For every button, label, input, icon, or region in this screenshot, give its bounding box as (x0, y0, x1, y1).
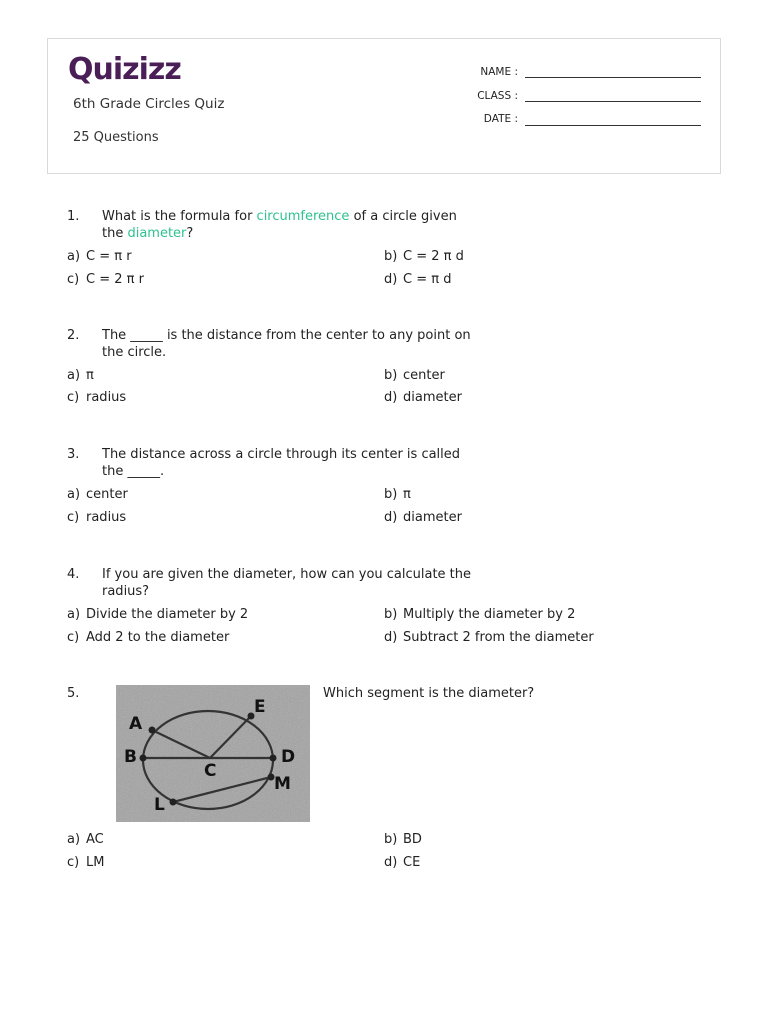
point-b (140, 755, 147, 762)
option-b: b) center (384, 368, 445, 383)
date-label: DATE : (483, 113, 518, 125)
date-line (525, 125, 701, 126)
name-label: NAME : (480, 66, 518, 78)
option-d: d) diameter (384, 390, 462, 405)
question-text: What is the formula for circumference of a circle given the diameter? (102, 209, 457, 241)
option-a: a) Divide the diameter by 2 (67, 607, 249, 622)
option-c: c) LM (67, 855, 105, 870)
option-d: d) CE (384, 855, 421, 870)
option-c: c) radius (67, 390, 127, 405)
question-1 (67, 208, 707, 298)
option-b: b) Multiply the diameter by 2 (384, 607, 576, 622)
point-l (170, 799, 177, 806)
label-b: B (124, 747, 137, 767)
quiz-title: 6th Grade Circles Quiz (73, 96, 225, 112)
question-text: The distance across a circle through its center is called the _____. (102, 447, 461, 479)
label-c: C (204, 761, 217, 781)
highlight-term: diameter (127, 226, 187, 241)
option-d: d) C = π d (384, 272, 452, 287)
label-m: M (274, 774, 291, 794)
option-c: c) Add 2 to the diameter (67, 630, 230, 645)
circle-diagram (116, 685, 310, 822)
circle-diagram-image (116, 685, 310, 822)
question-4 (67, 566, 707, 656)
question-number: 4. (67, 567, 80, 582)
option-b: b) C = 2 π d (384, 249, 464, 264)
question-text: If you are given the diameter, how can you calculate the radius? (102, 567, 472, 599)
class-line (525, 101, 701, 102)
option-a: a) center (67, 487, 128, 502)
label-d: D (281, 747, 296, 767)
point-a (149, 727, 156, 734)
highlight-term: circumference (256, 209, 350, 224)
option-c: c) C = 2 π r (67, 272, 144, 287)
point-d (270, 755, 277, 762)
option-b: b) π (384, 487, 411, 502)
class-label: CLASS : (477, 90, 518, 102)
label-a: A (129, 714, 143, 734)
option-d: d) diameter (384, 510, 462, 525)
option-a: a) C = π r (67, 249, 132, 264)
option-b: b) BD (384, 832, 422, 847)
name-line (525, 77, 701, 78)
option-c: c) radius (67, 510, 127, 525)
question-3 (67, 446, 707, 536)
quizizz-logo: Quizizz (68, 52, 181, 87)
question-number: 5. (67, 686, 80, 701)
question-number: 3. (67, 447, 80, 462)
question-number: 1. (67, 209, 80, 224)
question-text: Which segment is the diameter? (323, 686, 535, 701)
question-text: The _____ is the distance from the center to any point on the circle. (102, 328, 471, 360)
option-a: a) AC (67, 832, 104, 847)
question-2 (67, 327, 707, 417)
option-d: d) Subtract 2 from the diameter (384, 630, 594, 645)
question-count: 25 Questions (73, 130, 159, 145)
label-l: L (154, 795, 165, 815)
question-number: 2. (67, 328, 80, 343)
label-e: E (254, 697, 266, 717)
worksheet-header (47, 38, 721, 174)
option-a: a) π (67, 368, 94, 383)
